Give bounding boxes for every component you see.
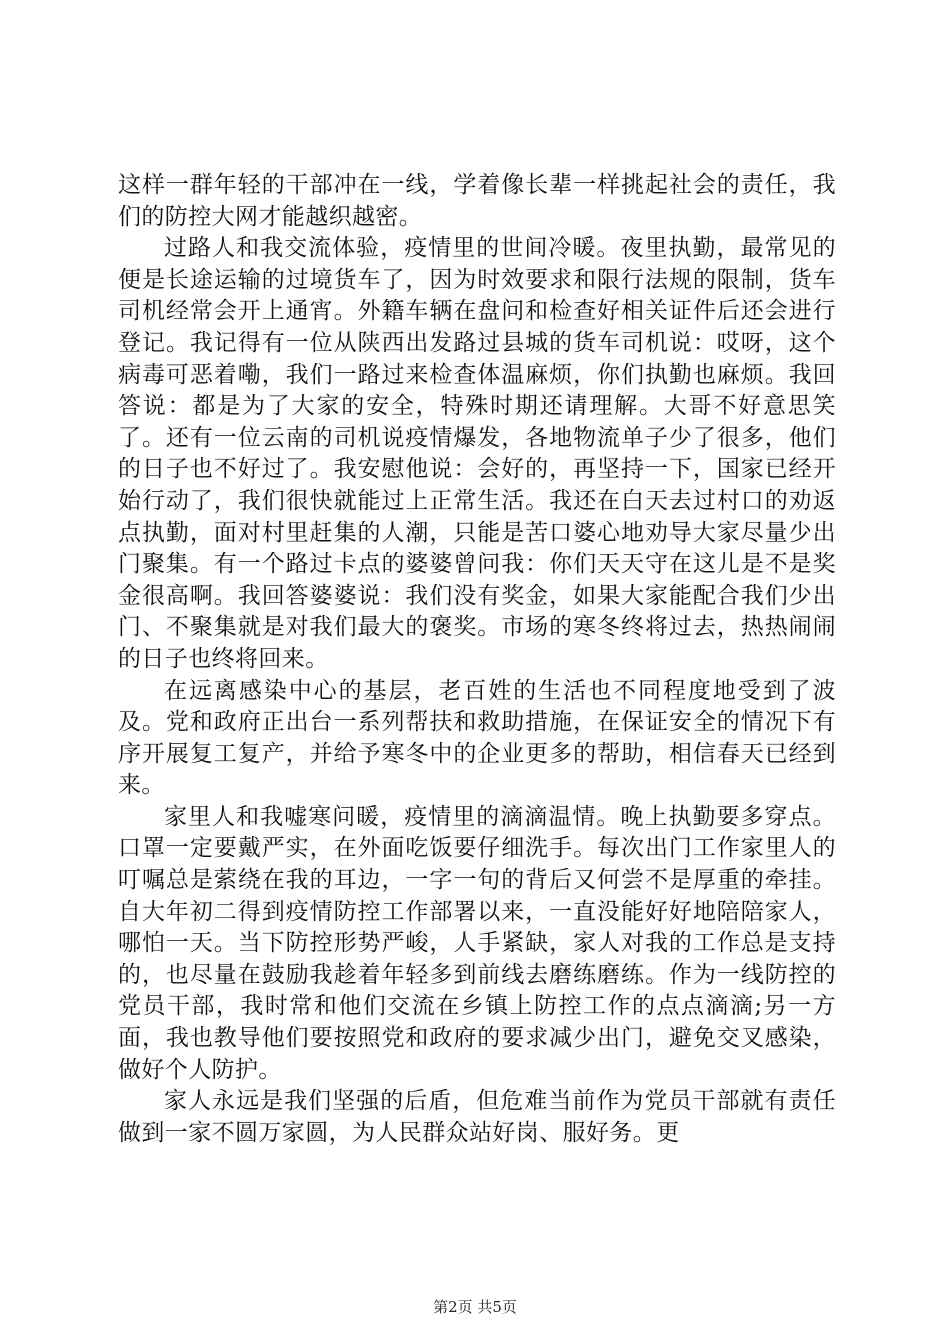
page-number-footer: 第2页 共5页: [433, 1298, 517, 1316]
paragraph-continuation: 这样一群年轻的干部冲在一线，学着像长辈一样挑起社会的责任，我们的防控大网才能越织越密。: [118, 172, 836, 230]
paragraph-family: 家里人和我嘘寒问暖，疫情里的滴滴温情。晚上执勤要多穿点。口罩一定要戴严实，在外面吃饭要仔细洗手。每次出门工作家里人的叮嘱总是萦绕在我的耳边，一字一句的背后又何尝不是厚重的牵挂。自大年初二得到疫情防控工作部署以来，一直没能好好地陪陪家人，哪怕一天。当下防控形势严峻，人手紧缺，家人对我的工作总是支持的，也尽量在鼓励我趁着年轻多到前线去磨练磨练。作为一线防控的党员干部，我时常和他们交流在乡镇上防控工作的点点滴滴;另一方面，我也教导他们要按照党和政府的要求减少出门，避免交叉感染，做好个人防护。: [118, 803, 836, 1083]
document-body: [118, 170, 836, 1149]
paragraph-backing: 家人永远是我们坚强的后盾，但危难当前作为党员干部就有责任做到一家不圆万家圆，为人民群众站好岗、服好务。更: [118, 1088, 836, 1146]
paragraph-passersby: 过路人和我交流体验，疫情里的世间冷暖。夜里执勤，最常见的便是长途运输的过境货车了，因为时效要求和限行法规的限制，货车司机经常会开上通宵。外籍车辆在盘问和检查好相关证件后还会进行登记。我记得有一位从陕西出发路过县城的货车司机说：哎呀，这个病毒可恶着嘞，我们一路过来检查体温麻烦，你们执勤也麻烦。我回答说：都是为了大家的安全，特殊时期还请理解。大哥不好意思笑了。还有一位云南的司机说疫情爆发，各地物流单子少了很多，他们的日子也不好过了。我安慰他说：会好的，再坚持一下，国家已经开始行动了，我们很快就能过上正常生活。我还在白天去过村口的劝返点执勤，面对村里赶集的人潮，只能是苦口婆心地劝导大家尽量少出门聚集。有一个路过卡点的婆婆曾问我：你们天天守在这儿是不是奖金很高啊。我回答婆婆说：我们没有奖金，如果大家能配合我们少出门、不聚集就是对我们最大的褒奖。市场的寒冬终将过去，热热闹闹的日子也终将回来。: [118, 235, 836, 672]
paragraph-grassroots: 在远离感染中心的基层，老百姓的生活也不同程度地受到了波及。党和政府正出台一系列帮扶和救助措施，在保证安全的情况下有序开展复工复产，并给予寒冬中的企业更多的帮助，相信春天已经到来。: [118, 677, 836, 799]
